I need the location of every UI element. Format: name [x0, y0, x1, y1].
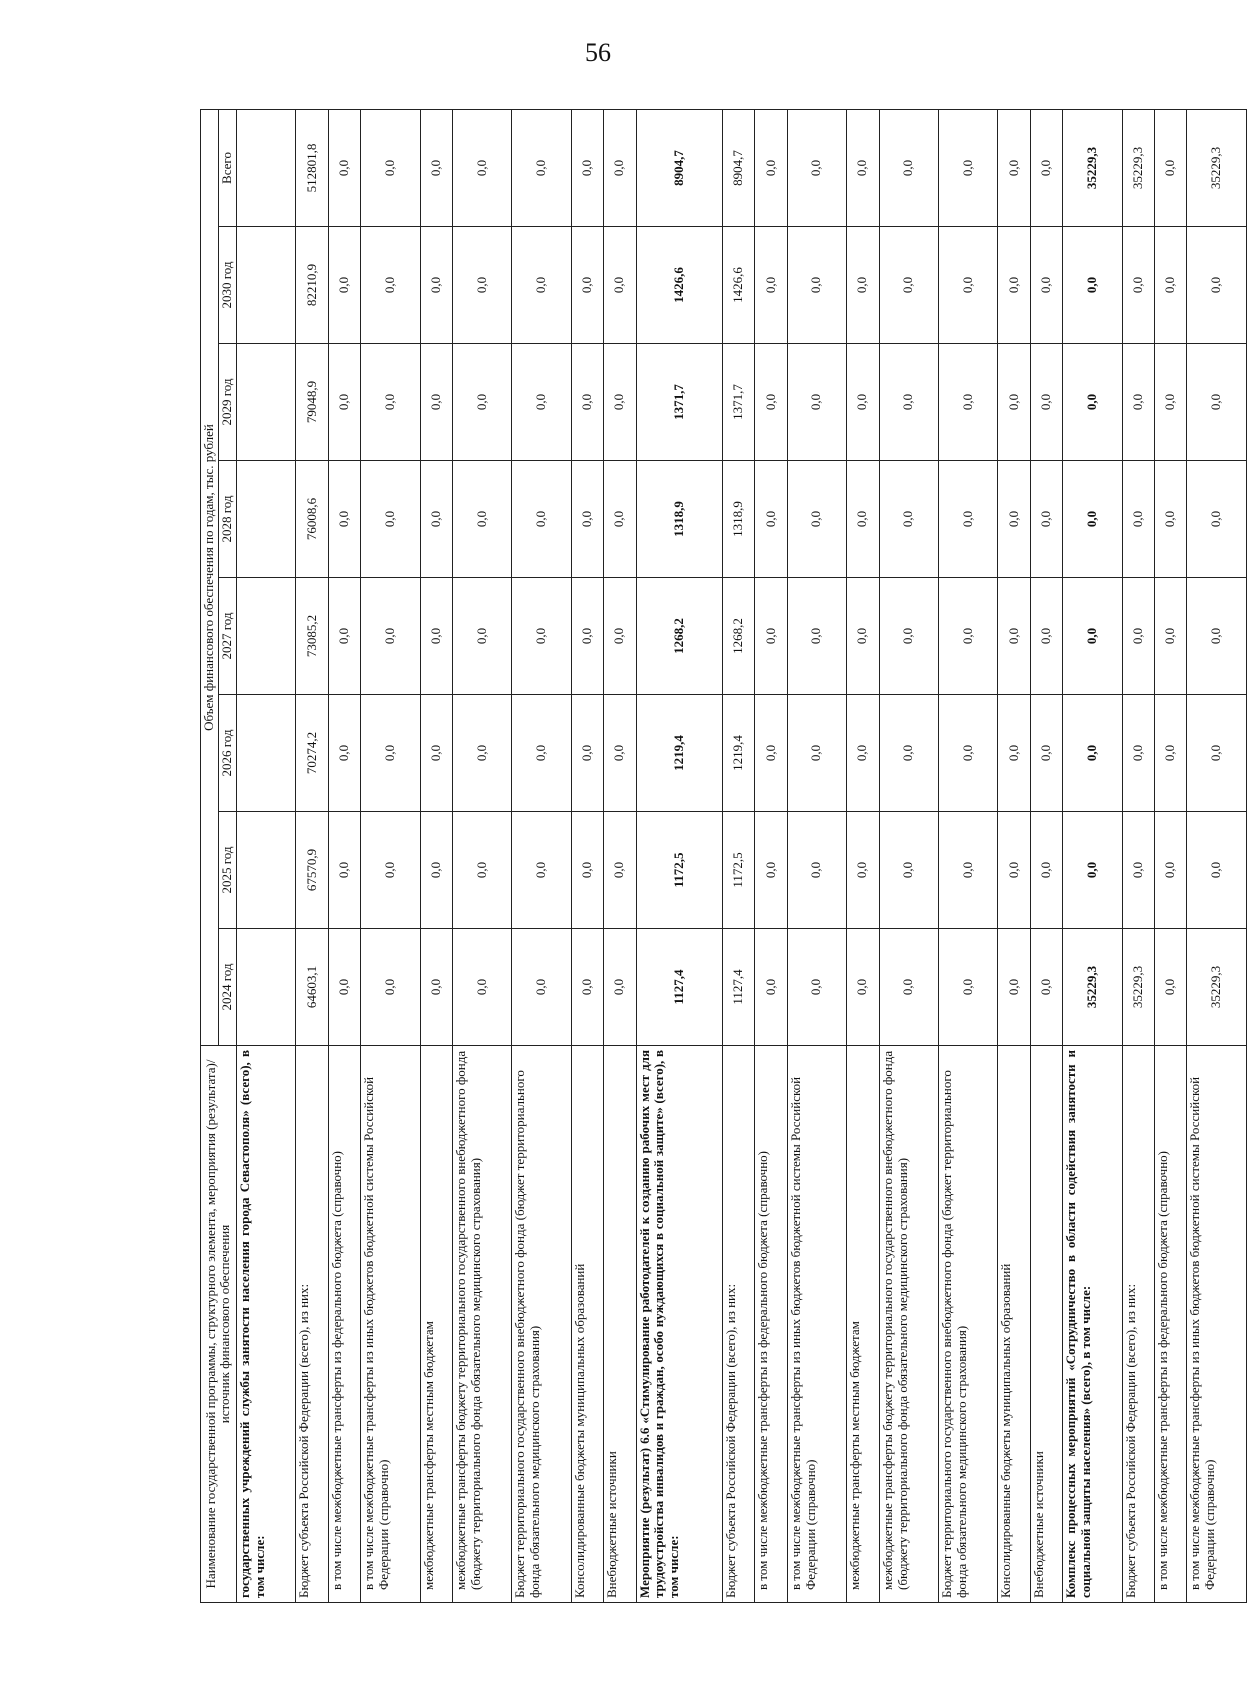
value-cell: 0,0: [1155, 695, 1187, 812]
value-cell: 0,0: [847, 578, 879, 695]
value-cell: 0,0: [420, 695, 452, 812]
value-cell: 0,0: [1155, 109, 1187, 226]
row-name-cell: Мероприятие (результат) 6.6 «Стимулирование работодателей к созданию рабочих мест для трудоустройства инвалидов и граждан, особо нуждающихся в социальной защите» (всего), в том числе:: [636, 1046, 722, 1603]
row-name-cell: в том числе межбюджетные трансферты из федерального бюджета (справочно): [328, 1046, 360, 1603]
value-cell: 35229,3: [1122, 929, 1154, 1046]
value-cell: 0,0: [1187, 578, 1247, 695]
value-cell: 0,0: [361, 227, 420, 344]
table-body: [236, 109, 1246, 1602]
table-row: [755, 109, 787, 1602]
value-cell: 0,0: [328, 461, 360, 578]
header-year: 2024 год: [218, 929, 236, 1046]
value-cell: 1371,7: [722, 344, 754, 461]
value-cell: 0,0: [452, 578, 511, 695]
value-cell: 0,0: [1030, 461, 1062, 578]
value-cell: 0,0: [879, 695, 938, 812]
value-cell: 0,0: [452, 929, 511, 1046]
value-cell: 0,0: [1030, 929, 1062, 1046]
value-cell: 0,0: [998, 812, 1030, 929]
value-cell: 0,0: [604, 812, 636, 929]
row-name-cell: Бюджет территориального государственного внебюджетного фонда (бюджет территориального фонда обязательного медицинского страхования): [938, 1046, 997, 1603]
value-cell: 0,0: [1030, 695, 1062, 812]
table-row: [1122, 109, 1154, 1602]
value-cell: 1172,5: [636, 812, 722, 929]
value-cell: 0,0: [1122, 578, 1154, 695]
value-cell: [236, 929, 295, 1046]
value-cell: 0,0: [847, 461, 879, 578]
table-row: [236, 109, 295, 1602]
value-cell: 0,0: [787, 344, 846, 461]
value-cell: 0,0: [571, 461, 603, 578]
row-name-cell: Бюджет субъекта Российской Федерации (всего), из них:: [1122, 1046, 1154, 1603]
value-cell: 0,0: [1122, 227, 1154, 344]
value-cell: 0,0: [755, 812, 787, 929]
table-row: [879, 109, 938, 1602]
value-cell: 0,0: [328, 578, 360, 695]
value-cell: 0,0: [361, 578, 420, 695]
value-cell: 67570,9: [296, 812, 328, 929]
value-cell: 0,0: [361, 812, 420, 929]
value-cell: 0,0: [1122, 461, 1154, 578]
value-cell: 1127,4: [636, 929, 722, 1046]
row-name-cell: Внебюджетные источники: [604, 1046, 636, 1603]
row-name-cell: в том числе межбюджетные трансферты из иных бюджетов бюджетной системы Российской Федерации (справочно): [361, 1046, 420, 1603]
row-name-cell: Внебюджетные источники: [1030, 1046, 1062, 1603]
value-cell: 0,0: [361, 929, 420, 1046]
table-row: [604, 109, 636, 1602]
value-cell: 0,0: [998, 461, 1030, 578]
value-cell: [236, 461, 295, 578]
value-cell: 0,0: [938, 344, 997, 461]
value-cell: 0,0: [571, 227, 603, 344]
value-cell: 0,0: [847, 344, 879, 461]
value-cell: 0,0: [1155, 812, 1187, 929]
value-cell: 0,0: [998, 695, 1030, 812]
value-cell: 0,0: [847, 695, 879, 812]
value-cell: 0,0: [879, 578, 938, 695]
header-name-column: Наименование государственной программы, структурного элемента, мероприятия (результата)/источник финансового обеспечения: [201, 1046, 237, 1603]
table-row: [722, 109, 754, 1602]
value-cell: 0,0: [512, 344, 571, 461]
table-row: [571, 109, 603, 1602]
value-cell: 0,0: [998, 344, 1030, 461]
value-cell: 0,0: [1030, 109, 1062, 226]
value-cell: 0,0: [787, 227, 846, 344]
row-name-cell: в том числе межбюджетные трансферты из иных бюджетов бюджетной системы Российской Федерации (справочно): [1187, 1046, 1247, 1603]
table-row: [296, 109, 328, 1602]
value-cell: 0,0: [512, 461, 571, 578]
value-cell: 0,0: [1155, 227, 1187, 344]
value-cell: 0,0: [879, 344, 938, 461]
value-cell: 73085,2: [296, 578, 328, 695]
value-cell: 0,0: [1187, 461, 1247, 578]
header-year: 2026 год: [218, 695, 236, 812]
value-cell: 0,0: [512, 812, 571, 929]
value-cell: 0,0: [361, 109, 420, 226]
value-cell: 0,0: [420, 109, 452, 226]
row-name-cell: межбюджетные трансферты бюджету территориального государственного внебюджетного фонда (бюджету территориального фонда обязательного медицинского страхования): [452, 1046, 511, 1603]
value-cell: 0,0: [512, 695, 571, 812]
value-cell: 1172,5: [722, 812, 754, 929]
value-cell: [236, 812, 295, 929]
value-cell: 0,0: [571, 578, 603, 695]
value-cell: 0,0: [512, 578, 571, 695]
value-cell: 0,0: [452, 227, 511, 344]
value-cell: 0,0: [787, 578, 846, 695]
value-cell: 0,0: [452, 109, 511, 226]
header-year: 2028 год: [218, 461, 236, 578]
value-cell: 0,0: [361, 461, 420, 578]
value-cell: 0,0: [328, 695, 360, 812]
row-name-cell: Консолидированные бюджеты муниципальных образований: [998, 1046, 1030, 1603]
value-cell: [236, 344, 295, 461]
value-cell: 0,0: [571, 109, 603, 226]
value-cell: 0,0: [938, 578, 997, 695]
value-cell: 0,0: [879, 812, 938, 929]
page-number: 56: [585, 38, 611, 67]
value-cell: 0,0: [1187, 695, 1247, 812]
value-cell: 35229,3: [1063, 109, 1122, 226]
value-cell: 0,0: [787, 812, 846, 929]
value-cell: 1318,9: [722, 461, 754, 578]
value-cell: 0,0: [1063, 812, 1122, 929]
header-row-group: [201, 109, 219, 1602]
value-cell: 0,0: [328, 929, 360, 1046]
header-financing-group: Объем финансового обеспечения по годам, тыс. рублей: [201, 109, 219, 1045]
value-cell: 0,0: [787, 929, 846, 1046]
value-cell: 0,0: [755, 578, 787, 695]
header-year: 2030 год: [218, 227, 236, 344]
value-cell: 0,0: [787, 109, 846, 226]
header-year: 2025 год: [218, 812, 236, 929]
value-cell: 0,0: [1155, 578, 1187, 695]
row-name-cell: в том числе межбюджетные трансферты из федерального бюджета (справочно): [755, 1046, 787, 1603]
table-rotator: [200, 110, 1247, 1603]
value-cell: 0,0: [604, 227, 636, 344]
value-cell: 0,0: [1155, 929, 1187, 1046]
value-cell: 0,0: [847, 929, 879, 1046]
value-cell: 0,0: [452, 461, 511, 578]
value-cell: 0,0: [1155, 461, 1187, 578]
value-cell: 0,0: [755, 344, 787, 461]
row-name-cell: Комплекс процессных мероприятий «Сотрудничество в области содействия занятости и социальной защиты населения» (всего), в том числе:: [1063, 1046, 1122, 1603]
value-cell: 0,0: [1030, 578, 1062, 695]
value-cell: 0,0: [571, 344, 603, 461]
value-cell: 0,0: [512, 929, 571, 1046]
value-cell: 0,0: [879, 461, 938, 578]
row-name-cell: государственных учреждений службы занятости населения города Севастополя» (всего), в том числе:: [236, 1046, 295, 1603]
value-cell: 0,0: [452, 695, 511, 812]
value-cell: 0,0: [998, 929, 1030, 1046]
value-cell: 0,0: [452, 812, 511, 929]
value-cell: 0,0: [938, 695, 997, 812]
value-cell: 512801,8: [296, 109, 328, 226]
value-cell: 0,0: [1187, 344, 1247, 461]
table-row: [328, 109, 360, 1602]
value-cell: 0,0: [420, 929, 452, 1046]
financing-table: [200, 109, 1247, 1603]
value-cell: 0,0: [1030, 227, 1062, 344]
value-cell: 0,0: [938, 812, 997, 929]
value-cell: 64603,1: [296, 929, 328, 1046]
header-year: 2029 год: [218, 344, 236, 461]
value-cell: [236, 109, 295, 226]
value-cell: 0,0: [998, 227, 1030, 344]
value-cell: 0,0: [420, 578, 452, 695]
row-name-cell: в том числе межбюджетные трансферты из иных бюджетов бюджетной системы Российской Федерации (справочно): [787, 1046, 846, 1603]
value-cell: 0,0: [1030, 344, 1062, 461]
row-name-cell: в том числе межбюджетные трансферты из федерального бюджета (справочно): [1155, 1046, 1187, 1603]
value-cell: 1371,7: [636, 344, 722, 461]
value-cell: 0,0: [328, 812, 360, 929]
table-row: [1063, 109, 1122, 1602]
value-cell: 79048,9: [296, 344, 328, 461]
value-cell: 0,0: [755, 109, 787, 226]
value-cell: 35229,3: [1063, 929, 1122, 1046]
value-cell: 0,0: [879, 929, 938, 1046]
value-cell: 0,0: [1063, 578, 1122, 695]
value-cell: 0,0: [1187, 227, 1247, 344]
value-cell: 0,0: [420, 812, 452, 929]
value-cell: 1219,4: [636, 695, 722, 812]
value-cell: 1268,2: [722, 578, 754, 695]
value-cell: 0,0: [1187, 812, 1247, 929]
table-row: [512, 109, 571, 1602]
value-cell: 0,0: [328, 344, 360, 461]
value-cell: 0,0: [604, 929, 636, 1046]
value-cell: 0,0: [604, 344, 636, 461]
rotated-table-area: [200, 110, 1247, 1603]
value-cell: 1219,4: [722, 695, 754, 812]
table-row: [938, 109, 997, 1602]
row-name-cell: межбюджетные трансферты бюджету территориального государственного внебюджетного фонда (бюджету территориального фонда обязательного медицинского страхования): [879, 1046, 938, 1603]
value-cell: [236, 578, 295, 695]
value-cell: 0,0: [755, 929, 787, 1046]
value-cell: 70274,2: [296, 695, 328, 812]
row-name-cell: Консолидированные бюджеты муниципальных образований: [571, 1046, 603, 1603]
value-cell: 0,0: [879, 109, 938, 226]
value-cell: [236, 695, 295, 812]
value-cell: 0,0: [755, 461, 787, 578]
value-cell: 0,0: [787, 695, 846, 812]
value-cell: 0,0: [604, 109, 636, 226]
value-cell: 76008,6: [296, 461, 328, 578]
table-row: [787, 109, 846, 1602]
value-cell: 0,0: [938, 461, 997, 578]
value-cell: 1426,6: [722, 227, 754, 344]
value-cell: 0,0: [847, 109, 879, 226]
table-row: [452, 109, 511, 1602]
value-cell: 0,0: [998, 578, 1030, 695]
table-row: [847, 109, 879, 1602]
value-cell: 0,0: [452, 344, 511, 461]
value-cell: 0,0: [1122, 812, 1154, 929]
header-year: 2027 год: [218, 578, 236, 695]
value-cell: 0,0: [420, 227, 452, 344]
value-cell: 0,0: [571, 695, 603, 812]
value-cell: 0,0: [847, 812, 879, 929]
value-cell: 0,0: [1063, 344, 1122, 461]
row-name-cell: Бюджет субъекта Российской Федерации (всего), из них:: [296, 1046, 328, 1603]
value-cell: 0,0: [1063, 227, 1122, 344]
value-cell: 0,0: [1122, 695, 1154, 812]
table-row: [361, 109, 420, 1602]
value-cell: 0,0: [512, 109, 571, 226]
value-cell: 0,0: [755, 695, 787, 812]
value-cell: 0,0: [1155, 344, 1187, 461]
value-cell: 0,0: [604, 461, 636, 578]
table-row: [420, 109, 452, 1602]
table-row: [1155, 109, 1187, 1602]
value-cell: 0,0: [512, 227, 571, 344]
value-cell: [236, 227, 295, 344]
row-name-cell: межбюджетные трансферты местным бюджетам: [420, 1046, 452, 1603]
value-cell: 0,0: [1063, 461, 1122, 578]
row-name-cell: межбюджетные трансферты местным бюджетам: [847, 1046, 879, 1603]
value-cell: 0,0: [879, 227, 938, 344]
table-row: [998, 109, 1030, 1602]
value-cell: 0,0: [1063, 695, 1122, 812]
value-cell: 35229,3: [1187, 109, 1247, 226]
row-name-cell: Бюджет субъекта Российской Федерации (всего), из них:: [722, 1046, 754, 1603]
table-row: [636, 109, 722, 1602]
value-cell: 0,0: [420, 344, 452, 461]
value-cell: 0,0: [420, 461, 452, 578]
row-name-cell: Бюджет территориального государственного внебюджетного фонда (бюджет территориального фонда обязательного медицинского страхования): [512, 1046, 571, 1603]
value-cell: 0,0: [361, 695, 420, 812]
value-cell: 0,0: [938, 109, 997, 226]
value-cell: 0,0: [328, 109, 360, 226]
value-cell: 0,0: [938, 227, 997, 344]
value-cell: 0,0: [847, 227, 879, 344]
table-row: [1187, 109, 1247, 1602]
value-cell: 82210,9: [296, 227, 328, 344]
value-cell: 0,0: [938, 929, 997, 1046]
value-cell: 8904,7: [636, 109, 722, 226]
value-cell: 0,0: [604, 695, 636, 812]
header-total: Всего: [218, 109, 236, 226]
value-cell: 8904,7: [722, 109, 754, 226]
value-cell: 0,0: [998, 109, 1030, 226]
value-cell: 0,0: [787, 461, 846, 578]
value-cell: 1318,9: [636, 461, 722, 578]
value-cell: 0,0: [1122, 344, 1154, 461]
value-cell: 0,0: [1030, 812, 1062, 929]
value-cell: 0,0: [755, 227, 787, 344]
value-cell: 0,0: [328, 227, 360, 344]
value-cell: 0,0: [361, 344, 420, 461]
value-cell: 35229,3: [1122, 109, 1154, 226]
value-cell: 1426,6: [636, 227, 722, 344]
value-cell: 0,0: [604, 578, 636, 695]
value-cell: 1268,2: [636, 578, 722, 695]
value-cell: 35229,3: [1187, 929, 1247, 1046]
table-row: [1030, 109, 1062, 1602]
value-cell: 0,0: [571, 812, 603, 929]
value-cell: 0,0: [571, 929, 603, 1046]
value-cell: 1127,4: [722, 929, 754, 1046]
